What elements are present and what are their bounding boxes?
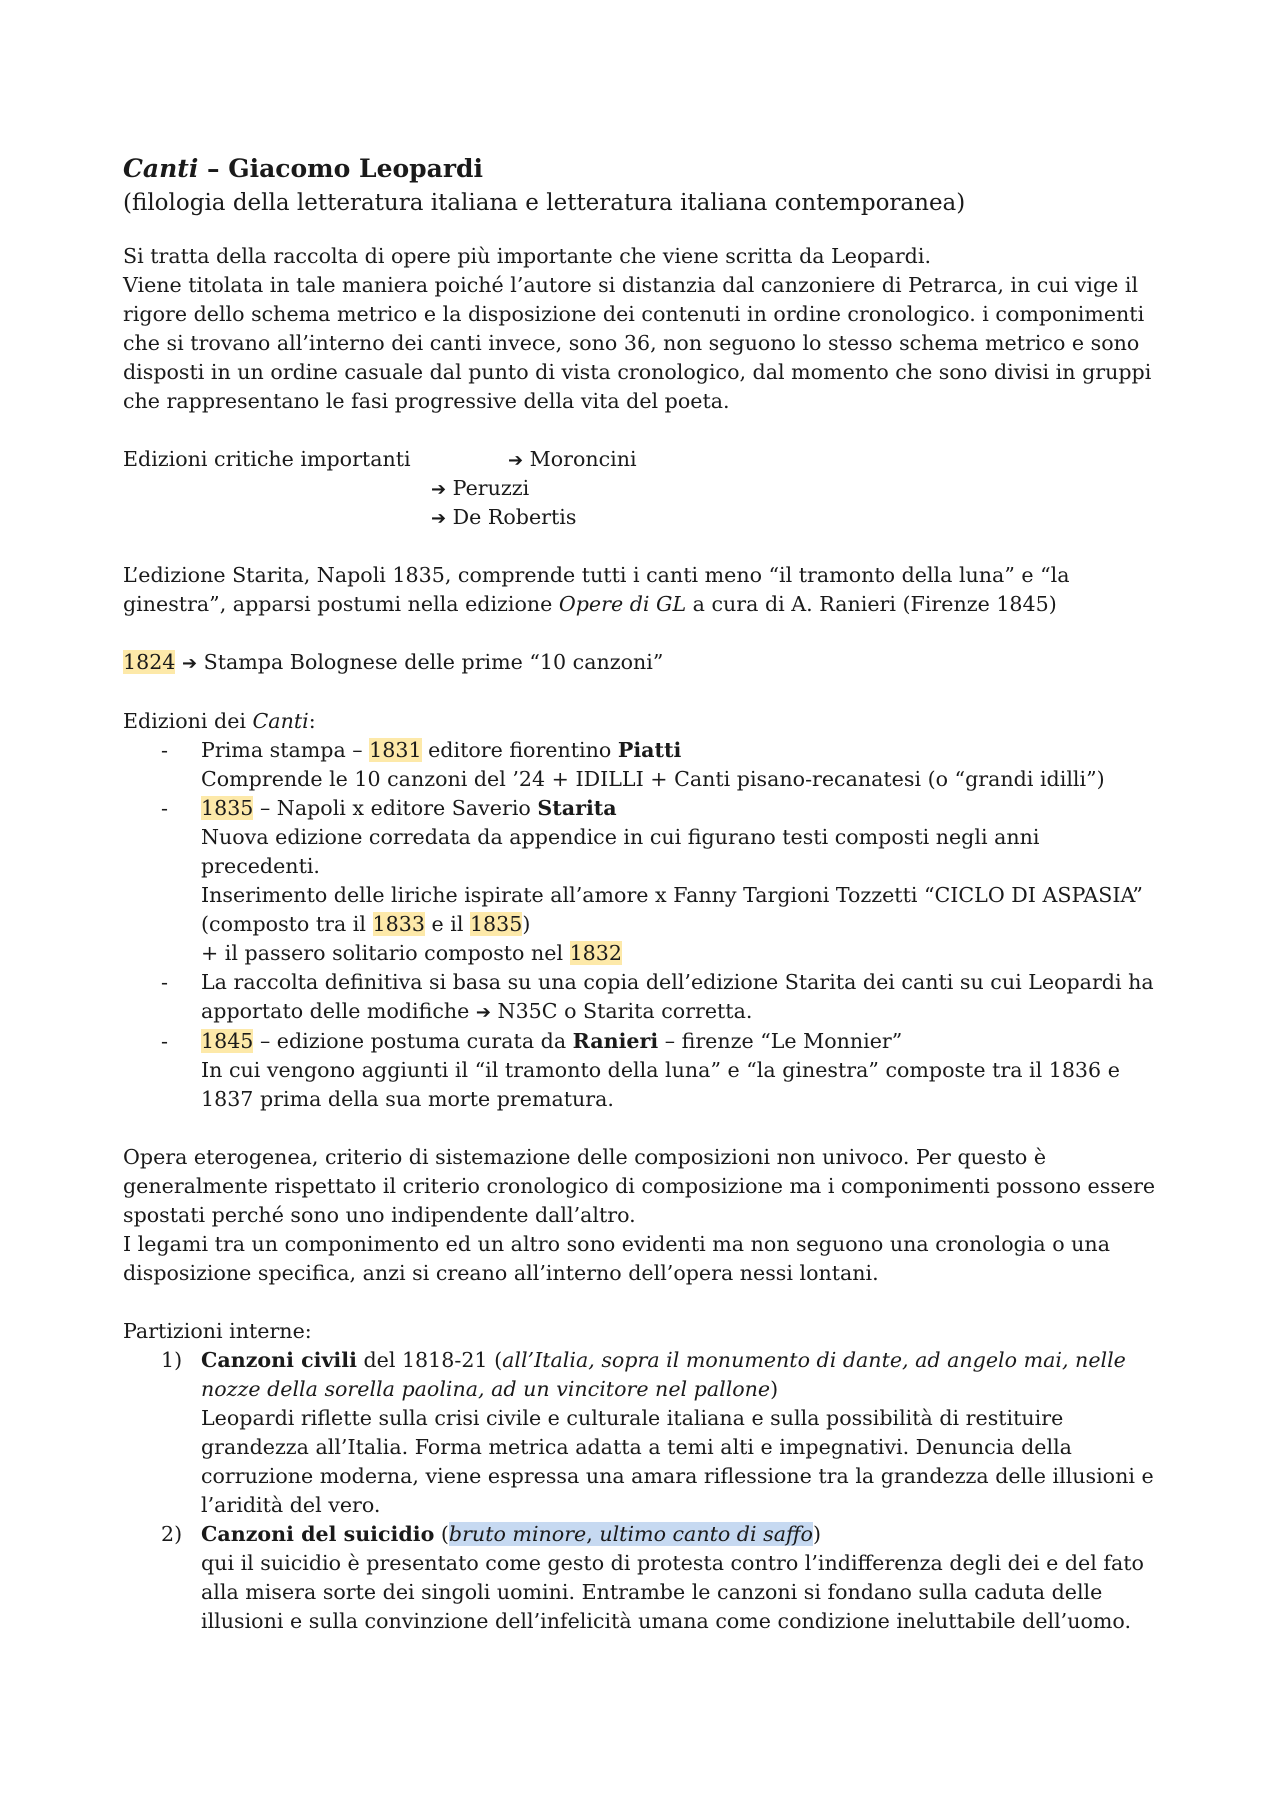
item4-text: – edizione postuma curata da — [253, 1029, 573, 1053]
dash-bullet: - — [161, 1029, 168, 1053]
list-item — [123, 1027, 1160, 1114]
arrow-icon: ➔ — [431, 479, 447, 500]
edition-de-robertis: De Robertis — [452, 505, 577, 529]
partitions-list — [123, 1346, 1160, 1636]
item1-text: Prima stampa – — [201, 738, 370, 762]
editions-heading — [123, 707, 1160, 736]
item2-line2: Nuova edizione corredata da appendice in cui figurano testi composti negli anni precedenti. — [201, 825, 1040, 878]
item1-line2: Comprende le 10 canzoni del ’24 + IDILLI + Canti pisano-recanatesi (o “grandi idilli”) — [201, 767, 1105, 791]
highlight-ultimo-canto: ultimo canto di saffo — [599, 1522, 813, 1546]
arrow-icon: ➔ — [475, 1002, 491, 1023]
bolognese-text: Stampa Bolognese delle prime “10 canzoni” — [197, 650, 664, 674]
list-item — [123, 1520, 1160, 1636]
item2-line3-b: e il — [424, 912, 470, 936]
edition-moroncini: Moroncini — [529, 447, 637, 471]
editions-heading-text: Edizioni dei — [123, 709, 253, 733]
starita-text: L’edizione Starita, Napoli 1835, comprende tutti i canti meno “il tramonto della luna” e “la ginestra”, apparsi postumi nella edizione — [123, 563, 1070, 616]
highlight-1831: 1831 — [369, 738, 422, 762]
item2-line3-c: ) — [522, 912, 531, 936]
dash-bullet: - — [161, 738, 168, 762]
highlight-1835: 1835 — [201, 796, 254, 820]
item2-text: – Napoli x editore Saverio — [253, 796, 538, 820]
intro-paragraph-2: Viene titolata in tale maniera poiché l’autore si distanzia dal canzoniere di Petrarca, in cui vige il rigore dello schema metrico e la disposizione dei contenuti in ordine cronologico. i componimenti che si trovano all’interno dei canti invece, sono 36, non seguono lo stesso schema metrico e sono disposti in un ordine casuale dal punto di vista cronologico, dal momento che sono divisi in gruppi che rappresentano le fasi progressive della vita del poeta. — [123, 273, 1152, 413]
partition2-open: ( — [434, 1522, 449, 1546]
critical-editions — [123, 445, 1160, 532]
highlight-1833: 1833 — [372, 912, 425, 936]
item1-bold: Piatti — [617, 738, 682, 762]
partition1-title: Canzoni civili — [201, 1348, 357, 1372]
editions-heading-colon: : — [308, 709, 316, 733]
arrow-icon: ➔ — [181, 653, 198, 674]
partition1-text: del 1818-21 ( — [356, 1348, 503, 1372]
item3-text: La raccolta definitiva si basa su una copia dell’edizione Starita dei canti su cui Leopardi ha apportato delle modifiche — [201, 970, 1154, 1023]
starita-italic: Opere di GL — [558, 592, 687, 616]
highlight-bruto-minore: bruto minore — [448, 1522, 587, 1546]
editions-list — [123, 736, 1160, 1114]
partitions-heading: Partizioni interne: — [123, 1319, 312, 1343]
starita-paragraph — [123, 561, 1160, 619]
partition1-desc: Leopardi riflette sulla crisi civile e culturale italiana e sulla possibilità di restituire grandezza all’Italia. Forma metrica adatta a temi alti e impegnativi. Denuncia della corruzione moderna, viene espressa una amara riflessione tra la grandezza delle illusioni e l’aridità del vero. — [201, 1406, 1154, 1517]
starita-text-end: a cura di A. Ranieri (Firenze 1845) — [686, 592, 1057, 616]
heterogeneous-paragraph-1: Opera eterogenea, criterio di sistemazione delle composizioni non univoco. Per questo è generalmente rispettato il criterio cronologico di composizione ma i componimenti possono essere spostati perché sono uno indipendente dall’altro. — [123, 1145, 1156, 1227]
partition2-sep: , — [586, 1522, 600, 1546]
item2-line4: + il passero solitario composto nel — [201, 941, 570, 965]
partition2-desc: qui il suicidio è presentato come gesto di protesta contro l’indifferenza degli dei e del fato alla misera sorte dei singoli uomini. Entrambe le canzoni si fondano sulla caduta delle illusioni e sulla convinzione dell’infelicità umana come condizione ineluttabile dell’uomo. — [201, 1551, 1144, 1633]
bolognese-line — [123, 648, 1160, 678]
critical-editions-label: Edizioni critiche importanti — [123, 447, 411, 471]
partition1-italic: all’Italia, sopra il monumento di dante, ad angelo mai, nelle nozze della sorella paolina, ad un vincitore nel pallone — [201, 1348, 1126, 1401]
partition2-title: Canzoni del suicidio — [201, 1522, 435, 1546]
dash-bullet: - — [161, 970, 168, 994]
item2-bold: Starita — [537, 796, 617, 820]
dash-bullet: - — [161, 796, 168, 820]
list-item — [123, 736, 1160, 794]
title-rest: – Giacomo Leopardi — [198, 154, 483, 183]
number-marker: 1) — [161, 1348, 183, 1372]
list-item — [123, 968, 1160, 1027]
document-title — [123, 152, 1160, 186]
list-item — [123, 794, 1160, 968]
editions-heading-italic: Canti — [252, 709, 309, 733]
arrow-icon: ➔ — [431, 508, 447, 529]
highlight-1832: 1832 — [569, 941, 622, 965]
item4-line2: In cui vengono aggiunti il “il tramonto della luna” e “la ginestra” composte tra il 1836 e 1837 prima della sua morte prematura. — [201, 1058, 1120, 1111]
highlight-1845: 1845 — [201, 1029, 254, 1053]
item4-text-b: – firenze “Le Monnier” — [658, 1029, 903, 1053]
number-marker: 2) — [161, 1522, 183, 1546]
highlight-1824: 1824 — [123, 650, 176, 674]
intro-paragraph-1: Si tratta della raccolta di opere più importante che viene scritta da Leopardi. — [123, 244, 931, 268]
partition2-close: ) — [812, 1522, 822, 1546]
partition1-close: ) — [770, 1377, 779, 1401]
item1-text-b: editore fiorentino — [421, 738, 618, 762]
list-item — [123, 1346, 1160, 1520]
title-italic: Canti — [123, 154, 199, 183]
arrow-icon: ➔ — [508, 450, 524, 471]
item4-bold: Ranieri — [572, 1029, 659, 1053]
item2-line3: Inserimento delle liriche ispirate all’amore x Fanny Targioni Tozzetti “CICLO DI ASPASIA” (composto tra il — [201, 883, 1143, 936]
document-subtitle: (filologia della letteratura italiana e letteratura italiana contemporanea) — [123, 190, 966, 216]
heterogeneous-paragraph-2: I legami tra un componimento ed un altro sono evidenti ma non seguono una cronologia o una disposizione specifica, anzi si creano all’interno dell’opera nessi lontani. — [123, 1232, 1110, 1285]
edition-peruzzi: Peruzzi — [452, 476, 530, 500]
item3-text-b: N35C o Starita corretta. — [491, 999, 753, 1023]
highlight-1835b: 1835 — [469, 912, 523, 936]
